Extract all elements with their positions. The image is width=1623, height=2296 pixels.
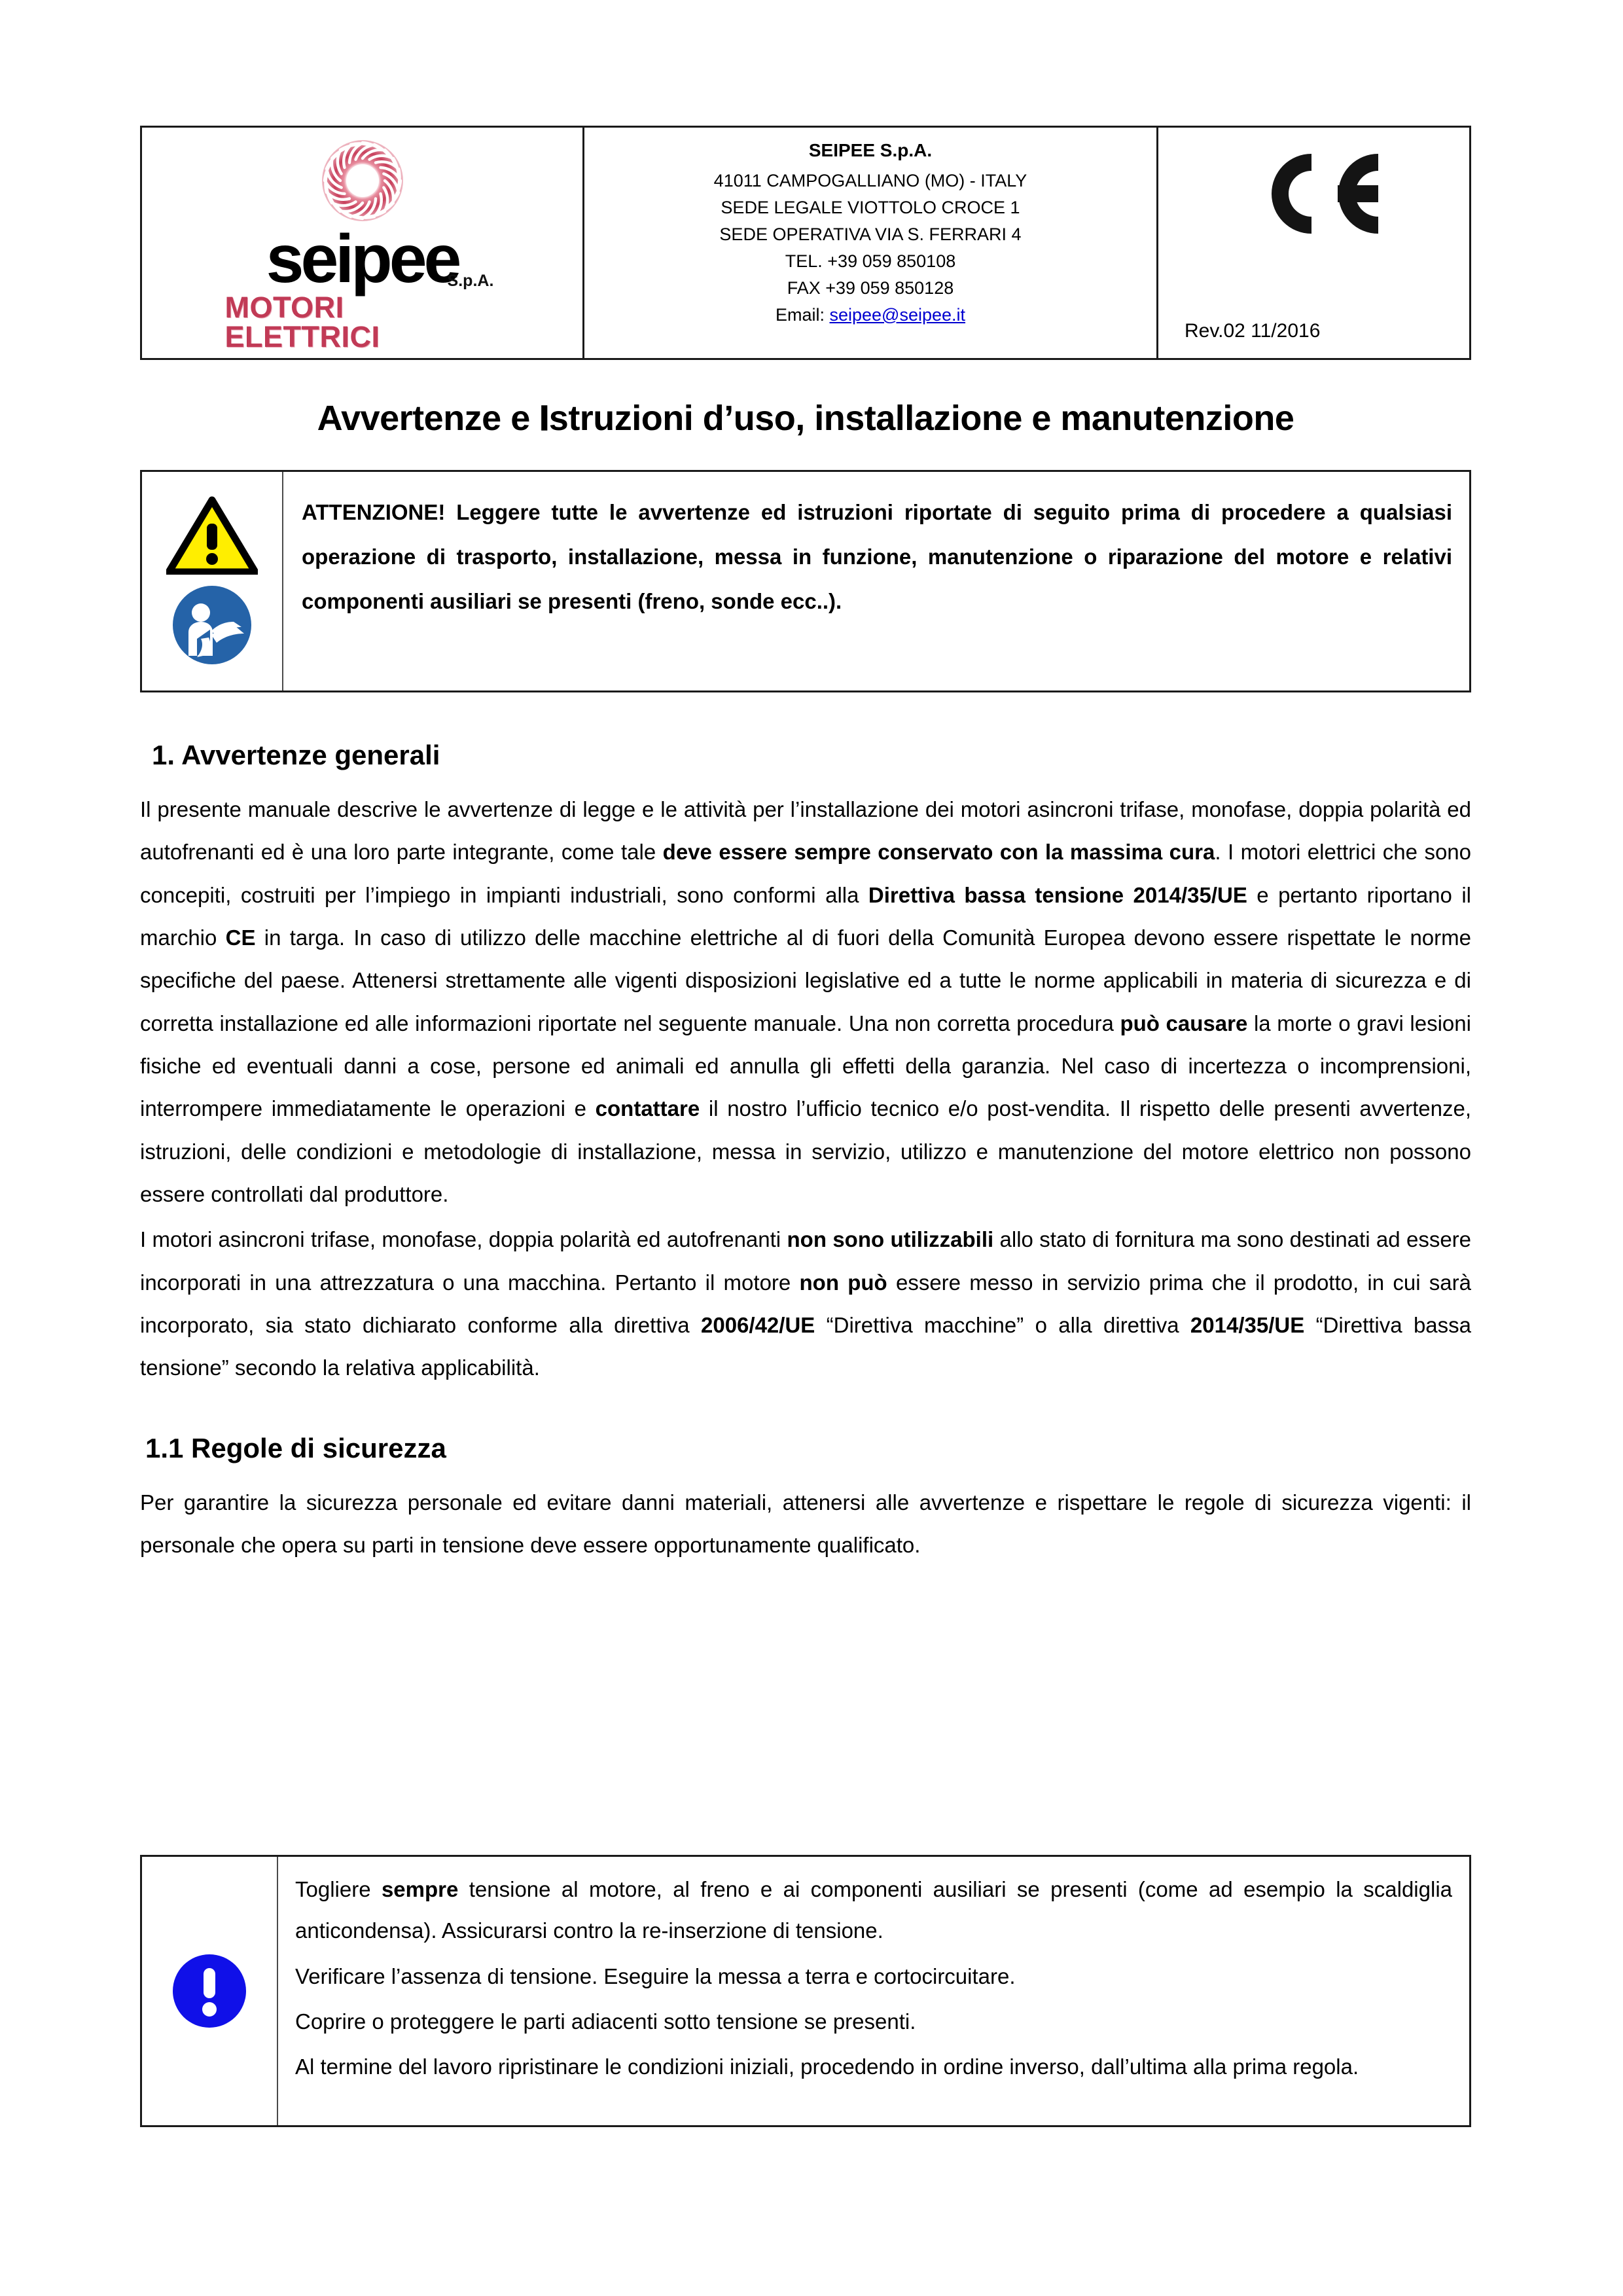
warning-triangle-icon: [166, 496, 258, 575]
s1p2-bold-2: non può: [799, 1270, 887, 1295]
s1p2-c: allo stato di fornitura ma sono destinati ad essere incorporati in una attrezzatura o una macchina. Pertanto il motore: [140, 1227, 1472, 1295]
s1p1-f: la morte o gravi lesioni fisiche ed eventuali danni a cose, persone ed animali ed annulla gli effetti della garanzia. Nel caso di incertezza o incomprensioni, interrompere immediatamente le operazioni e: [140, 1011, 1471, 1121]
s1p1-a: Il presente manuale descrive le avvertenze di legge e le attività per l’installazione dei motori asincroni trifase, monofase, doppia polarità ed autofrenanti ed è una loro parte integrante, come tale: [140, 797, 1471, 865]
section-heading-1-1: 1.1 Regole di sicurezza: [145, 1432, 446, 1463]
company-address-line-3: SEDE OPERATIVA VIA S. FERRARI 4: [719, 224, 1022, 244]
ce-mark-icon: [1257, 145, 1387, 243]
s1p1-bold-1: deve essere sempre conservato con la massima cura: [662, 840, 1215, 865]
section-1-1-paragraph-1: Per garantire la sicurezza personale ed evitare danni materiali, attenersi alle avvertenze e rispettare le regole di sicurezza vigenti: il personale che opera su parti in tensione deve essere opportunamente qualificato.: [140, 1490, 1471, 1557]
seipee-logo: [225, 134, 500, 352]
s1p1-g: il nostro l’ufficio tecnico e/o post-vendita. Il rispetto delle presenti avvertenze, istruzioni, delle condizioni e metodologie di installazione, messa in servizio, utilizzo e manutenzione del motore elettrico non possono essere controllati dal produttore.: [140, 1096, 1471, 1206]
safety-rule-1-a: Togliere: [295, 1877, 382, 1901]
company-fax: FAX +39 059 850128: [787, 278, 954, 298]
header-logo-cell: [142, 128, 584, 358]
safety-rule-1-bold: sempre: [381, 1877, 459, 1901]
s1p2-f: “Direttiva bassa tensione” secondo la relativa applicabilità.: [140, 1312, 1472, 1380]
s1p2-bold-3: 2006/42/UE: [701, 1312, 815, 1337]
safety-rule-3: Coprire o proteggere le parti adiacenti sotto tensione se presenti.: [295, 2009, 916, 2034]
header-table: [140, 126, 1471, 360]
company-phone: TEL. +39 059 850108: [785, 251, 956, 271]
document-body: [140, 740, 1471, 1569]
s1p2-e: “Direttiva macchine” o alla direttiva: [815, 1312, 1190, 1337]
s1p2-bold-4: 2014/35/UE: [1190, 1312, 1305, 1337]
safety-rules-box: [140, 1855, 1471, 2127]
attention-lead: ATTENZIONE!: [302, 500, 446, 524]
section-1-paragraph-2: [140, 1218, 1471, 1389]
page-title-part-2: struzioni d’uso, installazione e manutenzione: [548, 399, 1294, 438]
read-instructions-icon: [171, 584, 253, 666]
header-company-cell: [584, 128, 1158, 358]
s1p2-d: essere messo in servizio prima che il prodotto, in cui sarà incorporato, sia stato dichiarato conforme alla direttiva: [140, 1270, 1471, 1337]
safety-rule-4: Al termine del lavoro ripristinare le condizioni iniziali, procedendo in ordine inverso, dall’ultima alla prima regola.: [295, 2054, 1359, 2079]
page-title-heavy-letter: I: [539, 399, 549, 438]
attention-callout-box: [140, 470, 1471, 692]
company-address-line-2: SEDE LEGALE VIOTTOLO CROCE 1: [721, 197, 1020, 217]
attention-text: [283, 472, 1469, 691]
s1p2-a: I motori asincroni trifase, monofase, doppia polarità ed autofrenanti: [140, 1227, 787, 1252]
attention-body: Leggere tutte le avvertenze ed istruzioni riportate di seguito prima di procedere a qualsiasi operazione di trasporto, installazione, messa in funzione, manutenzione o riparazione del motore e relativi componenti ausiliari se presenti (freno, sonde ecc..).: [302, 500, 1452, 613]
logo-wordmark: [266, 221, 494, 297]
s1p1-bold-5: contattare: [595, 1096, 700, 1121]
s1p1-bold-4: può causare: [1120, 1011, 1248, 1035]
company-email-row: [776, 302, 965, 329]
email-label: Email:: [775, 304, 825, 325]
logo-wordmark-text: seipee: [266, 221, 459, 297]
company-address-line-1: 41011 CAMPOGALLIANO (MO) - ITALY: [713, 170, 1027, 190]
safety-rule-2: Verificare l’assenza di tensione. Eseguire la messa a terra e cortocircuitare.: [295, 1964, 1016, 1988]
s1p1-bold-2: Direttiva bassa tensione 2014/35/UE: [868, 882, 1247, 907]
safety-rules-text: [278, 1857, 1469, 2125]
logo-tagline: MOTORI ELETTRICI: [224, 291, 380, 354]
safety-rule-1-c: tensione al motore, al freno e ai componenti ausiliari se presenti (come ad esempio la scaldiglia anticondensa). Assicurarsi contro la re-inserzione di tensione.: [295, 1877, 1452, 1943]
email-link[interactable]: seipee@seipee.it: [829, 304, 966, 325]
s1p2-bold-1: non sono utilizzabili: [787, 1227, 994, 1252]
page-title: [140, 398, 1471, 439]
safety-rule-1: [295, 1869, 1452, 1952]
header-ce-cell: [1158, 128, 1469, 358]
safety-icon-column: [142, 1857, 278, 2125]
s1p1-bold-3: CE: [225, 925, 256, 950]
blue-exclamation-icon: [171, 1952, 248, 2030]
s1p1-d: e pertanto riportano il marchio: [140, 882, 1471, 950]
section-spacer: [140, 1392, 1471, 1433]
attention-icon-column: [142, 472, 283, 691]
s1p1-e: in targa. In caso di utilizzo delle macchine elettriche al di fuori della Comunità Europea devono essere rispettate le norme specifiche del paese. Attenersi strettamente alle vigenti disposizioni legislative ed a tutte le norme applicabili in materia di sicurezza e di corretta installazione ed alle informazioni riportate nel seguente manuale. Una non corretta procedura: [140, 925, 1471, 1035]
logo-spa-suffix: S.p.A.: [447, 271, 494, 290]
s1p1-c: . I motori elettrici che sono concepiti, costruiti per l’impiego in impianti industriali, sono conformi alla: [140, 840, 1472, 907]
section-heading-1: 1. Avvertenze generali: [152, 740, 440, 770]
section-1-paragraph-1: [140, 788, 1471, 1215]
company-name: SEIPEE S.p.A.: [808, 140, 933, 160]
swirl-torus-icon: [316, 134, 409, 227]
revision-text: Rev.02 11/2016: [1185, 320, 1321, 342]
page-title-part-1: Avvertenze e: [317, 399, 540, 438]
